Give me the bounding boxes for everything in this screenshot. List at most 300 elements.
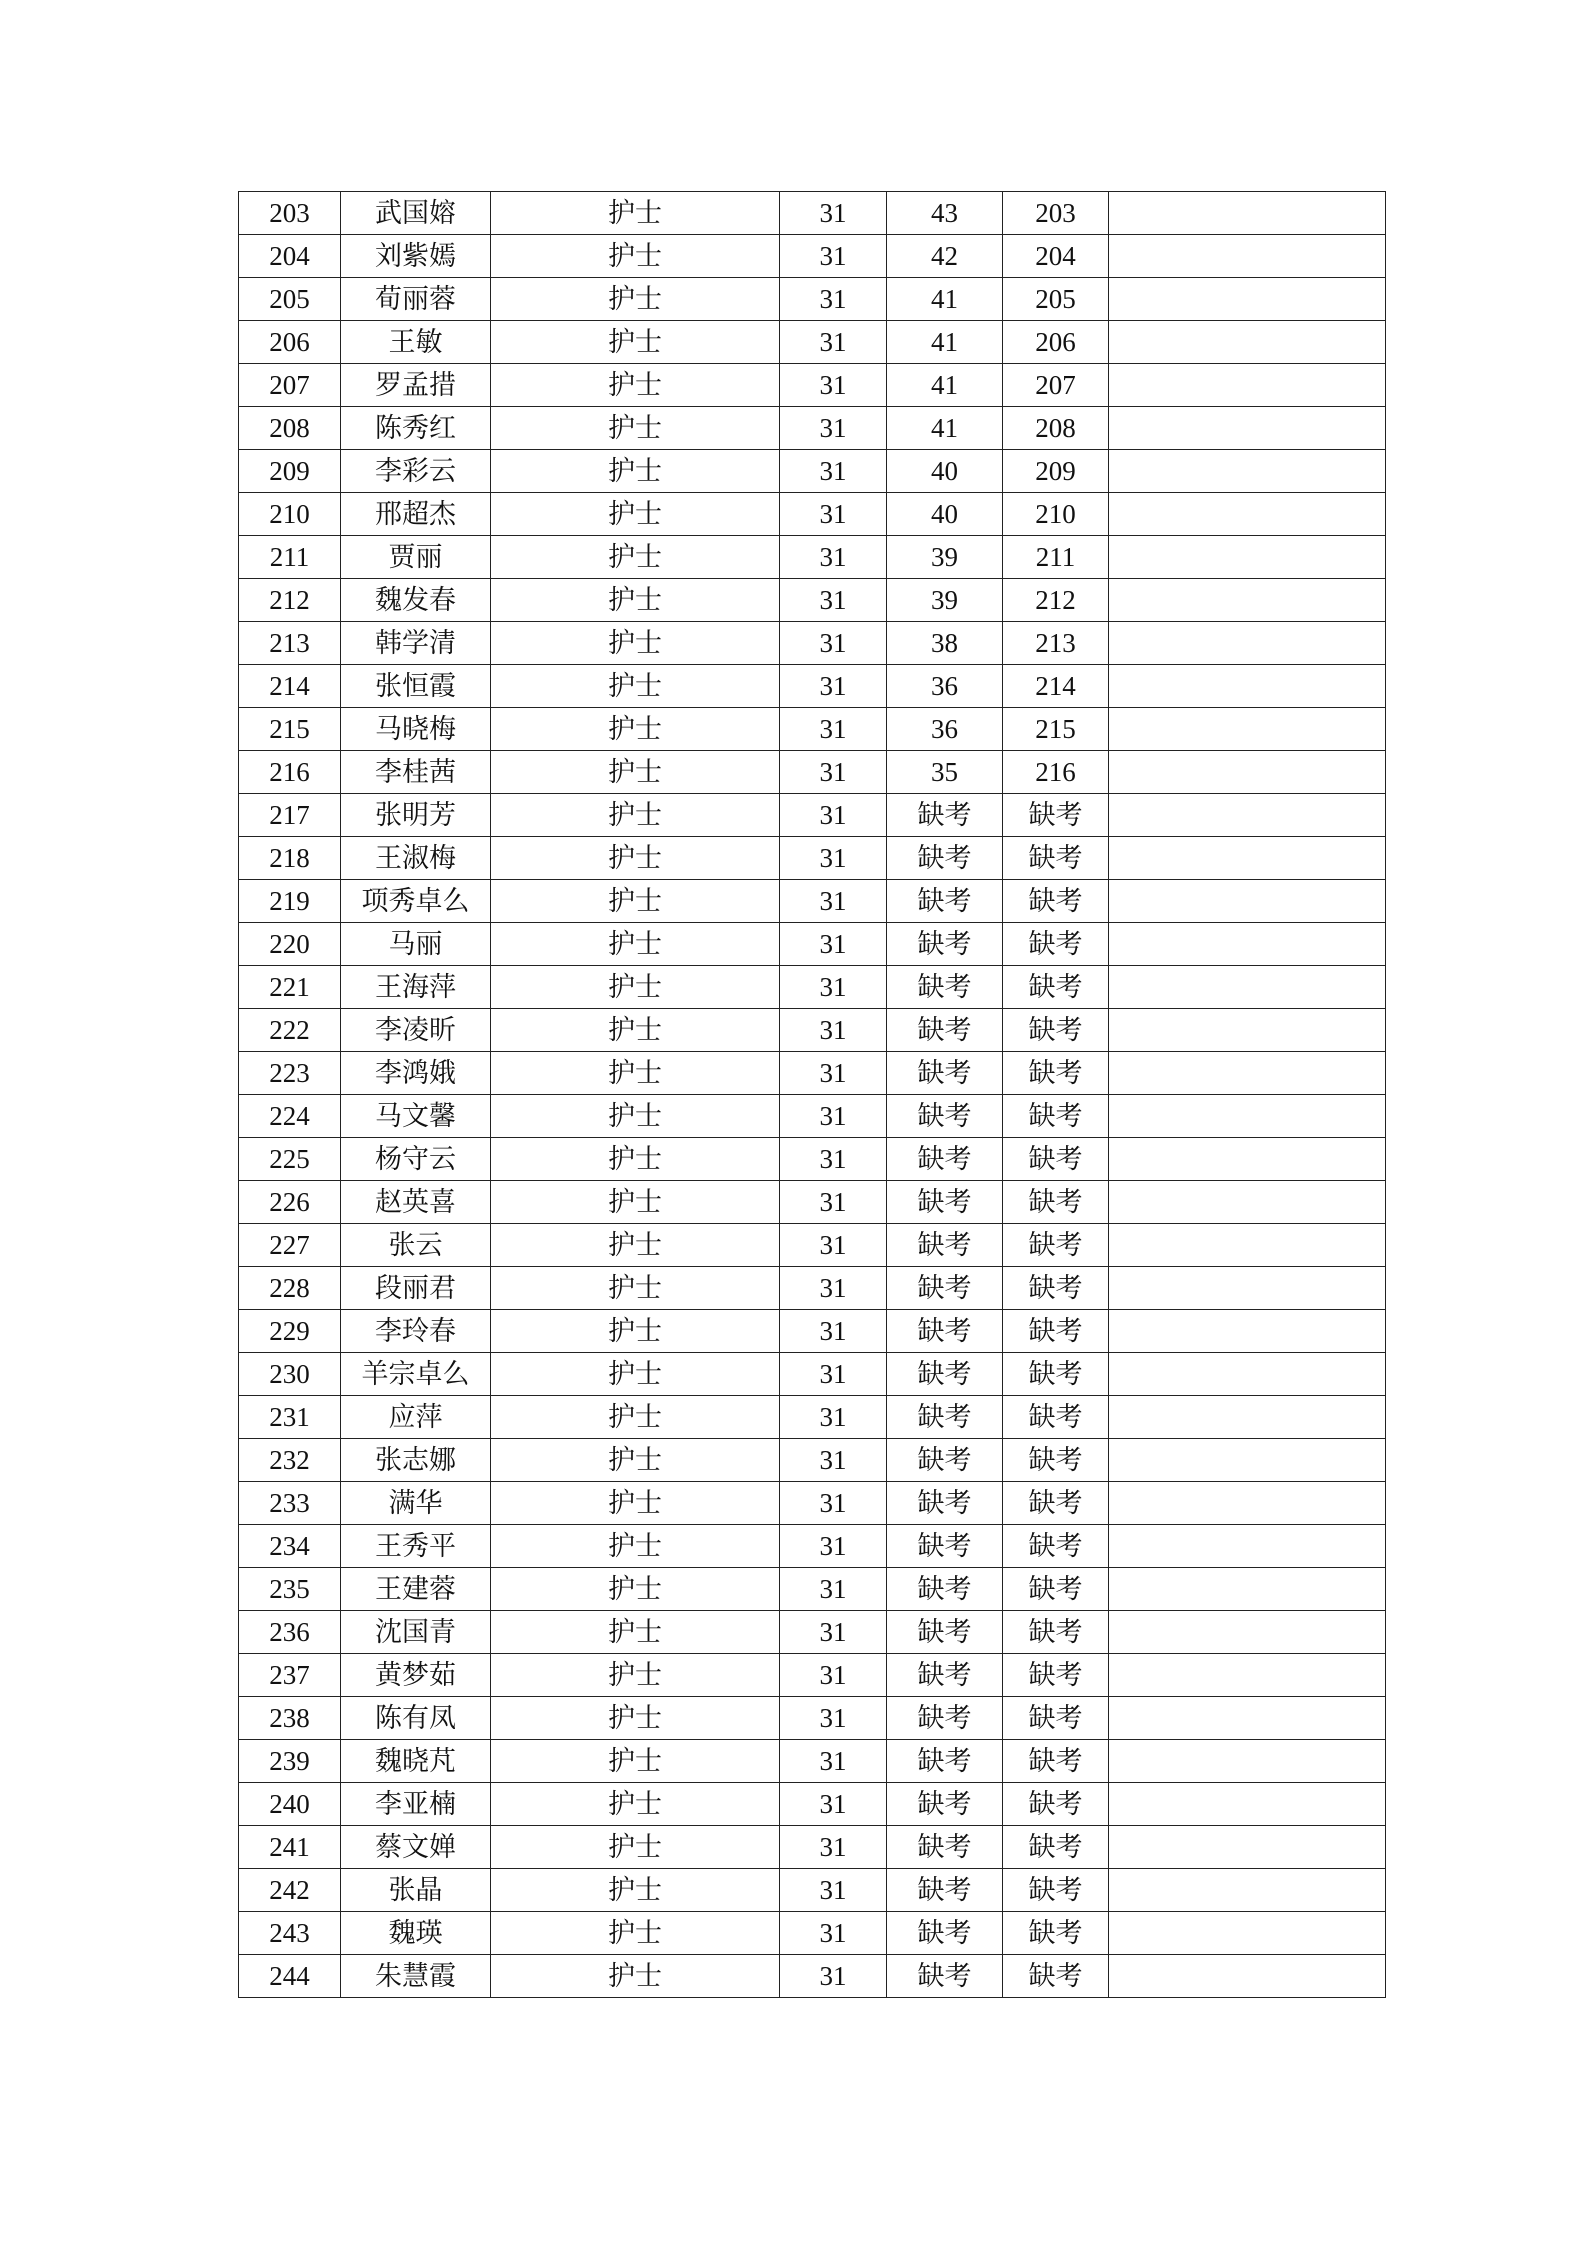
position-cell: 护士	[491, 1439, 780, 1482]
score-cell: 缺考	[887, 923, 1003, 966]
rank-cell: 缺考	[1003, 1783, 1109, 1826]
position-cell: 护士	[491, 794, 780, 837]
remark-cell	[1109, 1955, 1386, 1998]
name-cell: 罗孟措	[341, 364, 491, 407]
rank-cell: 缺考	[1003, 837, 1109, 880]
name-cell: 韩学清	[341, 622, 491, 665]
rank-cell: 缺考	[1003, 1052, 1109, 1095]
remark-cell	[1109, 364, 1386, 407]
score-cell: 41	[887, 364, 1003, 407]
remark-cell	[1109, 1697, 1386, 1740]
rank-cell: 缺考	[1003, 1482, 1109, 1525]
position-cell: 护士	[491, 1525, 780, 1568]
score-cell: 缺考	[887, 1009, 1003, 1052]
remark-cell	[1109, 1611, 1386, 1654]
code-cell: 31	[780, 1525, 887, 1568]
score-cell: 缺考	[887, 1912, 1003, 1955]
table-row	[239, 1869, 1386, 1912]
table-row	[239, 1826, 1386, 1869]
score-cell: 缺考	[887, 1224, 1003, 1267]
row-number-cell: 234	[239, 1525, 341, 1568]
score-cell: 缺考	[887, 1181, 1003, 1224]
rank-cell: 缺考	[1003, 923, 1109, 966]
position-cell: 护士	[491, 1654, 780, 1697]
position-cell: 护士	[491, 1740, 780, 1783]
name-cell: 王海萍	[341, 966, 491, 1009]
position-cell: 护士	[491, 1009, 780, 1052]
code-cell: 31	[780, 923, 887, 966]
row-number-cell: 219	[239, 880, 341, 923]
position-cell: 护士	[491, 321, 780, 364]
code-cell: 31	[780, 1052, 887, 1095]
name-cell: 陈有凤	[341, 1697, 491, 1740]
row-number-cell: 207	[239, 364, 341, 407]
remark-cell	[1109, 1869, 1386, 1912]
code-cell: 31	[780, 837, 887, 880]
rank-cell: 缺考	[1003, 1740, 1109, 1783]
table-row	[239, 665, 1386, 708]
table-row	[239, 1568, 1386, 1611]
remark-cell	[1109, 708, 1386, 751]
remark-cell	[1109, 1095, 1386, 1138]
rank-cell: 缺考	[1003, 1697, 1109, 1740]
code-cell: 31	[780, 1912, 887, 1955]
row-number-cell: 203	[239, 192, 341, 235]
rank-cell: 缺考	[1003, 794, 1109, 837]
row-number-cell: 230	[239, 1353, 341, 1396]
position-cell: 护士	[491, 923, 780, 966]
score-cell: 缺考	[887, 1353, 1003, 1396]
rank-cell: 214	[1003, 665, 1109, 708]
remark-cell	[1109, 1009, 1386, 1052]
remark-cell	[1109, 966, 1386, 1009]
row-number-cell: 209	[239, 450, 341, 493]
name-cell: 魏晓芃	[341, 1740, 491, 1783]
name-cell: 黄梦茹	[341, 1654, 491, 1697]
position-cell: 护士	[491, 708, 780, 751]
name-cell: 李桂茜	[341, 751, 491, 794]
name-cell: 羊宗卓么	[341, 1353, 491, 1396]
row-number-cell: 228	[239, 1267, 341, 1310]
row-number-cell: 208	[239, 407, 341, 450]
code-cell: 31	[780, 1869, 887, 1912]
score-cell: 缺考	[887, 1052, 1003, 1095]
code-cell: 31	[780, 1783, 887, 1826]
score-cell: 缺考	[887, 1697, 1003, 1740]
table-row	[239, 493, 1386, 536]
rank-cell: 缺考	[1003, 1181, 1109, 1224]
rank-cell: 207	[1003, 364, 1109, 407]
score-cell: 缺考	[887, 1267, 1003, 1310]
score-cell: 缺考	[887, 794, 1003, 837]
score-cell: 缺考	[887, 1869, 1003, 1912]
name-cell: 刘紫嫣	[341, 235, 491, 278]
table-row	[239, 1912, 1386, 1955]
position-cell: 护士	[491, 1181, 780, 1224]
position-cell: 护士	[491, 278, 780, 321]
row-number-cell: 204	[239, 235, 341, 278]
row-number-cell: 220	[239, 923, 341, 966]
remark-cell	[1109, 536, 1386, 579]
row-number-cell: 216	[239, 751, 341, 794]
remark-cell	[1109, 1181, 1386, 1224]
remark-cell	[1109, 1396, 1386, 1439]
table-row	[239, 1009, 1386, 1052]
position-cell: 护士	[491, 622, 780, 665]
position-cell: 护士	[491, 407, 780, 450]
rank-cell: 211	[1003, 536, 1109, 579]
score-cell: 35	[887, 751, 1003, 794]
position-cell: 护士	[491, 1783, 780, 1826]
code-cell: 31	[780, 1482, 887, 1525]
score-cell: 39	[887, 579, 1003, 622]
position-cell: 护士	[491, 1912, 780, 1955]
row-number-cell: 240	[239, 1783, 341, 1826]
remark-cell	[1109, 321, 1386, 364]
score-cell: 缺考	[887, 1396, 1003, 1439]
remark-cell	[1109, 880, 1386, 923]
position-cell: 护士	[491, 1353, 780, 1396]
code-cell: 31	[780, 1654, 887, 1697]
code-cell: 31	[780, 1826, 887, 1869]
position-cell: 护士	[491, 880, 780, 923]
score-cell: 缺考	[887, 1095, 1003, 1138]
table-row	[239, 751, 1386, 794]
position-cell: 护士	[491, 1611, 780, 1654]
position-cell: 护士	[491, 1310, 780, 1353]
code-cell: 31	[780, 1611, 887, 1654]
name-cell: 张云	[341, 1224, 491, 1267]
name-cell: 马晓梅	[341, 708, 491, 751]
rank-cell: 缺考	[1003, 1267, 1109, 1310]
score-cell: 42	[887, 235, 1003, 278]
remark-cell	[1109, 1224, 1386, 1267]
code-cell: 31	[780, 751, 887, 794]
results-table-body	[239, 192, 1386, 1998]
name-cell: 满华	[341, 1482, 491, 1525]
position-cell: 护士	[491, 1955, 780, 1998]
score-cell: 缺考	[887, 1783, 1003, 1826]
name-cell: 李鸿娥	[341, 1052, 491, 1095]
name-cell: 马丽	[341, 923, 491, 966]
table-row	[239, 450, 1386, 493]
code-cell: 31	[780, 321, 887, 364]
name-cell: 魏发春	[341, 579, 491, 622]
rank-cell: 缺考	[1003, 1869, 1109, 1912]
score-cell: 41	[887, 321, 1003, 364]
remark-cell	[1109, 1353, 1386, 1396]
row-number-cell: 243	[239, 1912, 341, 1955]
rank-cell: 203	[1003, 192, 1109, 235]
name-cell: 沈国青	[341, 1611, 491, 1654]
position-cell: 护士	[491, 1267, 780, 1310]
name-cell: 李亚楠	[341, 1783, 491, 1826]
rank-cell: 缺考	[1003, 1310, 1109, 1353]
code-cell: 31	[780, 1224, 887, 1267]
table-row	[239, 1224, 1386, 1267]
name-cell: 应萍	[341, 1396, 491, 1439]
row-number-cell: 225	[239, 1138, 341, 1181]
table-row	[239, 880, 1386, 923]
position-cell: 护士	[491, 536, 780, 579]
remark-cell	[1109, 1267, 1386, 1310]
table-row	[239, 1052, 1386, 1095]
rank-cell: 缺考	[1003, 1095, 1109, 1138]
rank-cell: 缺考	[1003, 1568, 1109, 1611]
row-number-cell: 236	[239, 1611, 341, 1654]
position-cell: 护士	[491, 192, 780, 235]
score-cell: 缺考	[887, 1439, 1003, 1482]
rank-cell: 缺考	[1003, 1439, 1109, 1482]
table-row	[239, 321, 1386, 364]
table-row	[239, 1611, 1386, 1654]
table-row	[239, 923, 1386, 966]
table-row	[239, 192, 1386, 235]
table-row	[239, 1697, 1386, 1740]
rank-cell: 215	[1003, 708, 1109, 751]
name-cell: 贾丽	[341, 536, 491, 579]
remark-cell	[1109, 278, 1386, 321]
position-cell: 护士	[491, 364, 780, 407]
rank-cell: 缺考	[1003, 1138, 1109, 1181]
remark-cell	[1109, 1310, 1386, 1353]
code-cell: 31	[780, 407, 887, 450]
table-row	[239, 1654, 1386, 1697]
rank-cell: 缺考	[1003, 1224, 1109, 1267]
code-cell: 31	[780, 536, 887, 579]
table-row	[239, 278, 1386, 321]
code-cell: 31	[780, 1568, 887, 1611]
rank-cell: 209	[1003, 450, 1109, 493]
name-cell: 武国嫆	[341, 192, 491, 235]
remark-cell	[1109, 1826, 1386, 1869]
row-number-cell: 217	[239, 794, 341, 837]
table-row	[239, 1525, 1386, 1568]
code-cell: 31	[780, 450, 887, 493]
name-cell: 杨守云	[341, 1138, 491, 1181]
score-cell: 缺考	[887, 1138, 1003, 1181]
position-cell: 护士	[491, 1826, 780, 1869]
score-cell: 36	[887, 665, 1003, 708]
code-cell: 31	[780, 1181, 887, 1224]
remark-cell	[1109, 794, 1386, 837]
score-cell: 缺考	[887, 1740, 1003, 1783]
name-cell: 马文馨	[341, 1095, 491, 1138]
remark-cell	[1109, 235, 1386, 278]
results-table	[238, 191, 1386, 1998]
table-row	[239, 966, 1386, 1009]
code-cell: 31	[780, 1396, 887, 1439]
position-cell: 护士	[491, 665, 780, 708]
score-cell: 38	[887, 622, 1003, 665]
score-cell: 缺考	[887, 1611, 1003, 1654]
row-number-cell: 235	[239, 1568, 341, 1611]
remark-cell	[1109, 450, 1386, 493]
table-row	[239, 1181, 1386, 1224]
table-row	[239, 1095, 1386, 1138]
position-cell: 护士	[491, 450, 780, 493]
code-cell: 31	[780, 622, 887, 665]
name-cell: 魏瑛	[341, 1912, 491, 1955]
row-number-cell: 237	[239, 1654, 341, 1697]
score-cell: 36	[887, 708, 1003, 751]
position-cell: 护士	[491, 1224, 780, 1267]
row-number-cell: 239	[239, 1740, 341, 1783]
name-cell: 项秀卓么	[341, 880, 491, 923]
row-number-cell: 210	[239, 493, 341, 536]
name-cell: 李凌昕	[341, 1009, 491, 1052]
rank-cell: 缺考	[1003, 966, 1109, 1009]
code-cell: 31	[780, 235, 887, 278]
table-row	[239, 837, 1386, 880]
position-cell: 护士	[491, 1568, 780, 1611]
code-cell: 31	[780, 880, 887, 923]
name-cell: 张明芳	[341, 794, 491, 837]
table-row	[239, 579, 1386, 622]
position-cell: 护士	[491, 751, 780, 794]
remark-cell	[1109, 192, 1386, 235]
rank-cell: 缺考	[1003, 1826, 1109, 1869]
remark-cell	[1109, 1654, 1386, 1697]
row-number-cell: 211	[239, 536, 341, 579]
table-row	[239, 1353, 1386, 1396]
table-row	[239, 708, 1386, 751]
remark-cell	[1109, 1783, 1386, 1826]
position-cell: 护士	[491, 1697, 780, 1740]
rank-cell: 208	[1003, 407, 1109, 450]
table-row	[239, 364, 1386, 407]
code-cell: 31	[780, 665, 887, 708]
name-cell: 陈秀红	[341, 407, 491, 450]
score-cell: 41	[887, 407, 1003, 450]
position-cell: 护士	[491, 493, 780, 536]
row-number-cell: 241	[239, 1826, 341, 1869]
code-cell: 31	[780, 794, 887, 837]
score-cell: 43	[887, 192, 1003, 235]
rank-cell: 205	[1003, 278, 1109, 321]
score-cell: 39	[887, 536, 1003, 579]
code-cell: 31	[780, 1439, 887, 1482]
code-cell: 31	[780, 278, 887, 321]
table-row	[239, 536, 1386, 579]
position-cell: 护士	[491, 966, 780, 1009]
table-row	[239, 622, 1386, 665]
score-cell: 缺考	[887, 966, 1003, 1009]
table-row	[239, 1138, 1386, 1181]
remark-cell	[1109, 1052, 1386, 1095]
rank-cell: 缺考	[1003, 1611, 1109, 1654]
table-row	[239, 1783, 1386, 1826]
table-row	[239, 1439, 1386, 1482]
table-row	[239, 1396, 1386, 1439]
name-cell: 段丽君	[341, 1267, 491, 1310]
row-number-cell: 229	[239, 1310, 341, 1353]
row-number-cell: 222	[239, 1009, 341, 1052]
remark-cell	[1109, 751, 1386, 794]
score-cell: 40	[887, 493, 1003, 536]
name-cell: 荀丽蓉	[341, 278, 491, 321]
row-number-cell: 214	[239, 665, 341, 708]
rank-cell: 缺考	[1003, 880, 1109, 923]
name-cell: 王建蓉	[341, 1568, 491, 1611]
position-cell: 护士	[491, 1138, 780, 1181]
name-cell: 王淑梅	[341, 837, 491, 880]
code-cell: 31	[780, 1009, 887, 1052]
row-number-cell: 218	[239, 837, 341, 880]
code-cell: 31	[780, 708, 887, 751]
row-number-cell: 238	[239, 1697, 341, 1740]
row-number-cell: 242	[239, 1869, 341, 1912]
rank-cell: 缺考	[1003, 1009, 1109, 1052]
name-cell: 王敏	[341, 321, 491, 364]
table-row	[239, 1267, 1386, 1310]
name-cell: 张恒霞	[341, 665, 491, 708]
row-number-cell: 231	[239, 1396, 341, 1439]
code-cell: 31	[780, 1267, 887, 1310]
remark-cell	[1109, 837, 1386, 880]
rank-cell: 缺考	[1003, 1525, 1109, 1568]
score-cell: 缺考	[887, 1310, 1003, 1353]
table-row	[239, 1310, 1386, 1353]
table-row	[239, 1482, 1386, 1525]
row-number-cell: 213	[239, 622, 341, 665]
rank-cell: 213	[1003, 622, 1109, 665]
name-cell: 张志娜	[341, 1439, 491, 1482]
row-number-cell: 223	[239, 1052, 341, 1095]
rank-cell: 204	[1003, 235, 1109, 278]
position-cell: 护士	[491, 1052, 780, 1095]
score-cell: 缺考	[887, 1525, 1003, 1568]
remark-cell	[1109, 407, 1386, 450]
rank-cell: 缺考	[1003, 1955, 1109, 1998]
rank-cell: 216	[1003, 751, 1109, 794]
score-cell: 缺考	[887, 1955, 1003, 1998]
score-cell: 缺考	[887, 1826, 1003, 1869]
code-cell: 31	[780, 1095, 887, 1138]
code-cell: 31	[780, 1138, 887, 1181]
table-row	[239, 407, 1386, 450]
name-cell: 赵英喜	[341, 1181, 491, 1224]
code-cell: 31	[780, 192, 887, 235]
code-cell: 31	[780, 1353, 887, 1396]
score-cell: 41	[887, 278, 1003, 321]
remark-cell	[1109, 493, 1386, 536]
position-cell: 护士	[491, 1482, 780, 1525]
row-number-cell: 224	[239, 1095, 341, 1138]
row-number-cell: 233	[239, 1482, 341, 1525]
table-row	[239, 794, 1386, 837]
row-number-cell: 232	[239, 1439, 341, 1482]
name-cell: 张晶	[341, 1869, 491, 1912]
remark-cell	[1109, 1912, 1386, 1955]
position-cell: 护士	[491, 579, 780, 622]
code-cell: 31	[780, 1697, 887, 1740]
rank-cell: 206	[1003, 321, 1109, 364]
remark-cell	[1109, 923, 1386, 966]
table-row	[239, 1955, 1386, 1998]
name-cell: 邢超杰	[341, 493, 491, 536]
row-number-cell: 205	[239, 278, 341, 321]
rank-cell: 210	[1003, 493, 1109, 536]
remark-cell	[1109, 579, 1386, 622]
code-cell: 31	[780, 579, 887, 622]
score-cell: 缺考	[887, 1654, 1003, 1697]
remark-cell	[1109, 665, 1386, 708]
rank-cell: 缺考	[1003, 1912, 1109, 1955]
score-cell: 缺考	[887, 837, 1003, 880]
row-number-cell: 212	[239, 579, 341, 622]
score-cell: 缺考	[887, 1482, 1003, 1525]
